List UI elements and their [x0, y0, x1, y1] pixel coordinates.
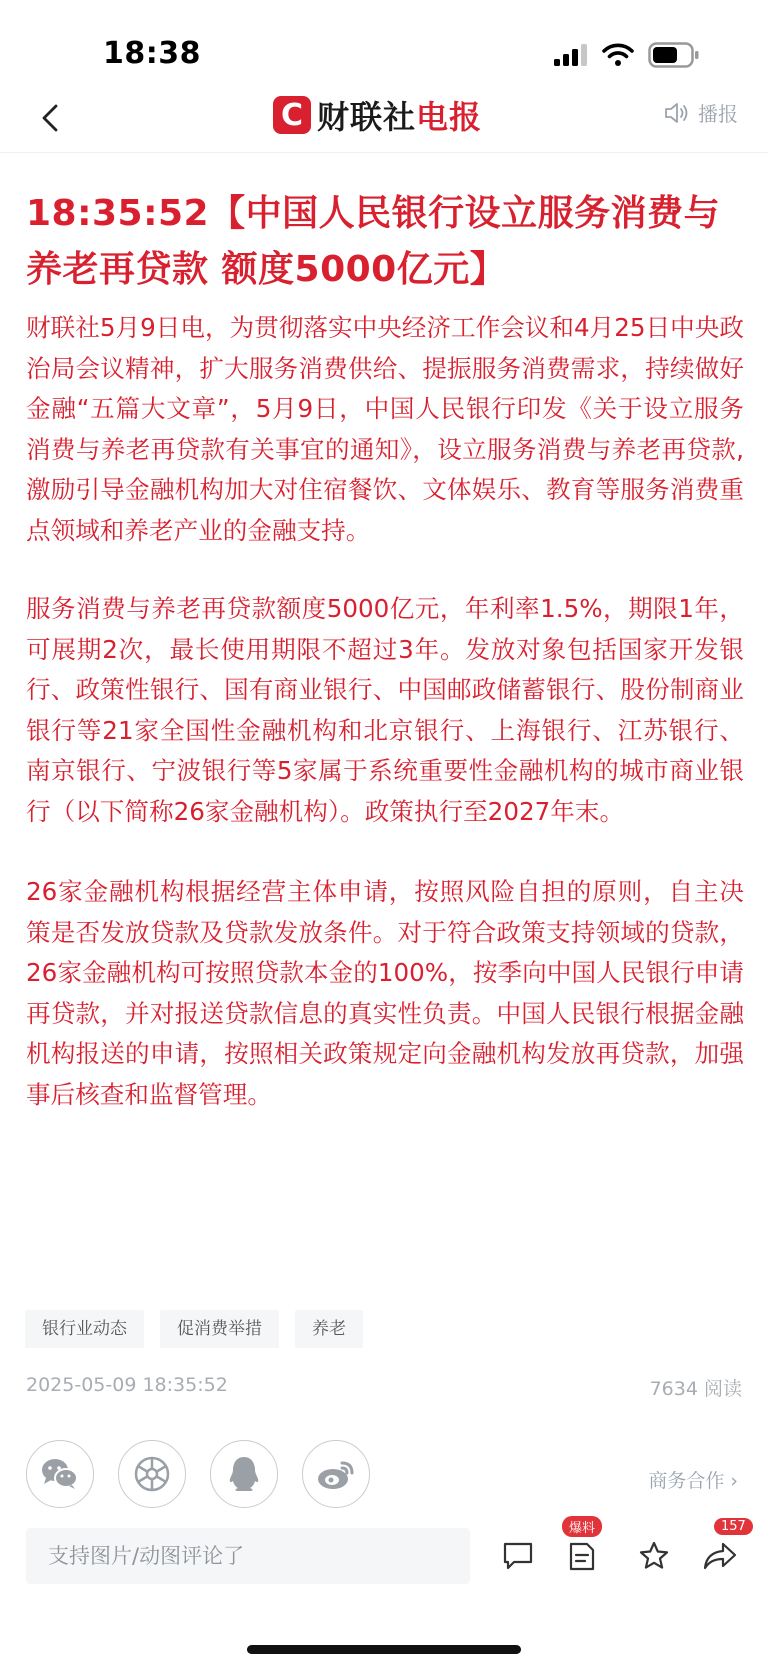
article-paragraph: 26家金融机构根据经营主体申请，按照风险自担的原则，自主决策是否发放贷款及贷款发放条件。对于符合政策支持领域的贷款，26家金融机构可按照贷款本金的100%，按季向中国人民银行申请再贷款，并对报送贷款信息的真实性负责。中国人民银行根据金融机构报送的申请，按照相关政策规定向金融机构发放再贷款，加强事后核查和监督管理。: [26, 877, 744, 1109]
favorite-button[interactable]: [634, 1536, 674, 1576]
wifi-icon: [602, 43, 634, 67]
logo-mark: C: [273, 96, 311, 134]
tag-list: [25, 1310, 363, 1348]
share-count-badge: 157: [714, 1518, 753, 1535]
bottom-bar: [0, 1519, 768, 1598]
logo-text-part1: 财联社: [317, 98, 417, 136]
publish-datetime: 2025-05-09 18:35:52: [26, 1374, 228, 1396]
cellular-signal-icon: [554, 44, 588, 66]
logo-text-part2: 电报: [416, 98, 483, 136]
share-row: [26, 1440, 370, 1508]
report-badge: 爆料: [562, 1516, 602, 1537]
home-indicator: [247, 1645, 521, 1654]
read-count: 7634 阅读: [649, 1378, 742, 1400]
comment-bubble-icon: [502, 1541, 534, 1571]
camera-aperture-icon: [133, 1455, 171, 1493]
wechat-icon: [40, 1457, 80, 1491]
qq-penguin-icon: [227, 1455, 261, 1493]
share-qq-button[interactable]: [210, 1440, 278, 1508]
nav-bar: [0, 88, 768, 153]
article-paragraph: 财联社5月9日电，为贯彻落实中央经济工作会议和4月25日中央政治局会议精神，扩大服务消费供给、提振服务消费需求，持续做好金融“五篇大文章”，5月9日，中国人民银行印发《关于设立服务消费与养老再贷款有关事宜的通知》，设立服务消费与养老再贷款,激励引导金融机构加大对住宿餐饮、文体娱乐、教育等服务消费重点领域和养老产业的金融支持。: [26, 313, 744, 545]
status-bar: [0, 0, 768, 90]
article-paragraph: 服务消费与养老再贷款额度5000亿元，年利率1.5%，期限1年，可展期2次，最长使用期限不超过3年。发放对象包括国家开发银行、政策性银行、国有商业银行、中国邮政储蓄银行、股份制商业银行等21家全国性金融机构和北京银行、上海银行、江苏银行、南京银行、宁波银行等5家属于系统重要性金融机构的城市商业银行（以下简称26家金融机构）。政策执行至2027年末。: [26, 594, 744, 826]
app-logo: [273, 92, 482, 138]
article-headline: 18:35:52【中国人民银行设立服务消费与养老再贷款 额度5000亿元】: [26, 193, 721, 290]
share-moments-button[interactable]: [118, 1440, 186, 1508]
broadcast-label: 播报: [698, 102, 738, 126]
star-icon: [638, 1540, 670, 1572]
share-wechat-button[interactable]: [26, 1440, 94, 1508]
share-button[interactable]: [700, 1519, 746, 1576]
chevron-left-icon: [41, 104, 59, 132]
broadcast-button[interactable]: [664, 98, 738, 127]
article-meta: [26, 1374, 742, 1401]
tag-item[interactable]: 银行业动态: [25, 1310, 144, 1348]
weibo-icon: [316, 1457, 356, 1491]
report-news-button[interactable]: [562, 1521, 602, 1576]
battery-icon: [648, 42, 700, 68]
share-weibo-button[interactable]: [302, 1440, 370, 1508]
speaker-icon: [664, 101, 690, 125]
logo-text: [317, 92, 482, 138]
share-arrow-icon: [703, 1541, 737, 1571]
document-edit-icon: [567, 1540, 597, 1572]
article: [26, 186, 744, 1115]
status-icons: [554, 42, 700, 68]
tag-item[interactable]: 养老: [295, 1310, 363, 1348]
tag-item[interactable]: 促消费举措: [160, 1310, 279, 1348]
comment-input[interactable]: 支持图片/动图评论了: [26, 1528, 470, 1584]
comments-button[interactable]: [498, 1536, 538, 1576]
back-button[interactable]: [30, 98, 70, 138]
business-cooperation-link[interactable]: 商务合作 ›: [648, 1470, 738, 1492]
status-time: 18:38: [103, 36, 201, 71]
